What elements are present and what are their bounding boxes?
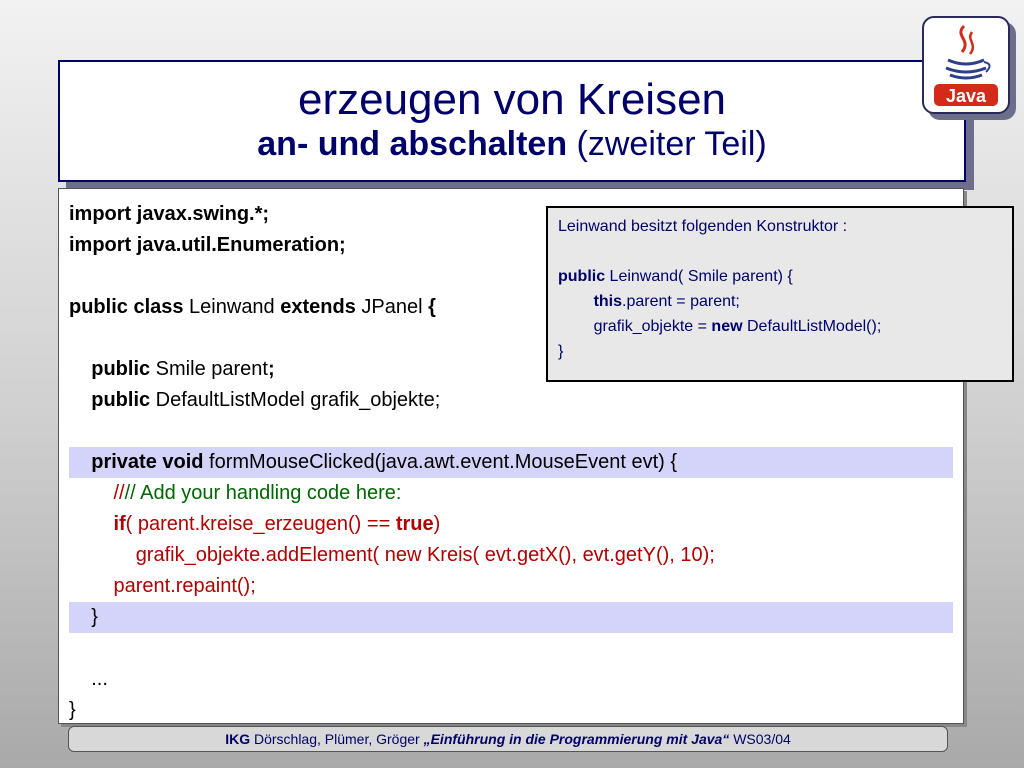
code-text: Leinwand bbox=[183, 296, 281, 318]
code-line bbox=[69, 478, 953, 509]
code-comment-slashes: // bbox=[113, 482, 125, 504]
code-line bbox=[69, 385, 953, 416]
footer-term: WS03/04 bbox=[729, 731, 791, 747]
code-text: ... bbox=[91, 668, 108, 690]
code-line bbox=[69, 540, 953, 571]
code-text: grafik_objekte.addElement( new Kreis( evt.getX(), evt.getY(), 10); bbox=[135, 544, 715, 566]
code-keyword: private void bbox=[91, 451, 204, 473]
constructor-callout bbox=[546, 206, 1014, 382]
code-keyword: public bbox=[91, 358, 151, 380]
callout-keyword: public bbox=[558, 268, 606, 285]
code-keyword: public bbox=[91, 389, 151, 411]
code-line-highlighted bbox=[69, 602, 953, 633]
code-line bbox=[69, 571, 953, 602]
code-text: parent.repaint(); bbox=[113, 575, 256, 597]
callout-text: grafik_objekte = bbox=[593, 318, 712, 335]
code-text: ( parent.kreise_erzeugen() == bbox=[125, 513, 396, 535]
code-text: formMouseClicked(java.awt.event.MouseEvent evt) { bbox=[203, 451, 678, 473]
code-text: JPanel bbox=[355, 296, 429, 318]
code-keyword: import javax.swing.*; bbox=[69, 203, 270, 225]
code-text: ) bbox=[433, 513, 441, 535]
code-line bbox=[69, 695, 953, 726]
footer-org: IKG bbox=[225, 731, 251, 747]
code-text: DefaultListModel grafik_objekte; bbox=[150, 389, 441, 411]
java-logo-text: Java bbox=[945, 86, 987, 106]
slide-footer bbox=[68, 726, 948, 752]
code-keyword: extends bbox=[280, 296, 356, 318]
java-cup-icon bbox=[924, 18, 1008, 112]
code-keyword: true bbox=[395, 513, 434, 535]
footer-authors: Dörschlag, Plümer, Gröger bbox=[250, 731, 424, 747]
code-comment: // Add your handling code here: bbox=[124, 482, 402, 504]
callout-text: DefaultListModel(); bbox=[742, 318, 882, 335]
callout-text: Leinwand( Smile parent) { bbox=[605, 268, 793, 285]
callout-line-empty bbox=[558, 239, 1002, 264]
callout-line: Leinwand besitzt folgenden Konstruktor : bbox=[558, 218, 848, 235]
code-line-empty bbox=[69, 416, 953, 447]
code-keyword: public class bbox=[69, 296, 184, 318]
callout-line bbox=[558, 289, 1002, 314]
code-line bbox=[69, 664, 953, 695]
code-line bbox=[69, 509, 953, 540]
callout-line bbox=[558, 314, 1002, 339]
code-line-highlighted bbox=[69, 447, 953, 478]
code-keyword: { bbox=[428, 296, 436, 318]
callout-text: .parent = parent; bbox=[622, 293, 740, 310]
subtitle-bold: an- und abschalten bbox=[257, 125, 568, 163]
callout-keyword: this bbox=[593, 293, 623, 310]
footer-course: „Einführung in die Programmierung mit Java“ bbox=[423, 731, 730, 747]
code-text: } bbox=[69, 699, 76, 721]
code-text: Smile parent bbox=[150, 358, 268, 380]
slide-title-box bbox=[58, 60, 966, 182]
callout-line bbox=[558, 264, 1002, 289]
java-logo bbox=[922, 16, 1010, 114]
code-keyword: if bbox=[113, 513, 126, 535]
slide-subtitle bbox=[60, 124, 964, 164]
code-text: } bbox=[91, 606, 98, 628]
code-keyword: import java.util.Enumeration; bbox=[69, 234, 346, 256]
code-keyword: ; bbox=[267, 358, 275, 380]
callout-line: } bbox=[558, 343, 564, 360]
subtitle-rest: (zweiter Teil) bbox=[567, 125, 767, 163]
callout-keyword: new bbox=[711, 318, 743, 335]
code-line-empty bbox=[69, 633, 953, 664]
slide-title: erzeugen von Kreisen bbox=[297, 75, 727, 124]
